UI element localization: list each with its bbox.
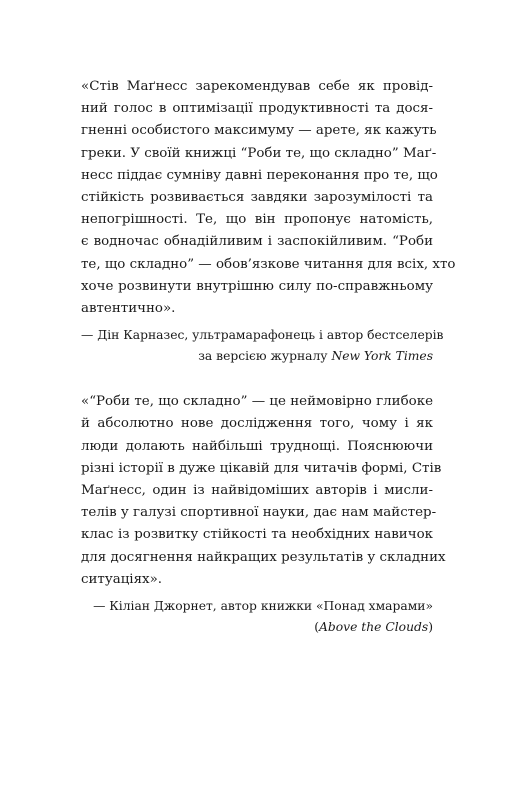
- blurb-attribution: [81, 325, 444, 367]
- blurb-quote: [81, 391, 446, 591]
- quote-line: те, що складно” — обов’язкове читання для всіх, хто: [81, 256, 456, 272]
- attribution-text: (: [314, 620, 319, 635]
- quote-line: автентично».: [81, 301, 176, 317]
- quote-line: непогрішності. Те, що він пропонує натомість,: [81, 212, 433, 228]
- quote-line: несс піддає сумніву давні переконання про те, що: [81, 167, 438, 183]
- blurb-attribution: [81, 596, 433, 638]
- quote-line: люди долають найбільші труднощі. Пояснюючи: [81, 438, 433, 454]
- attribution-line: [81, 346, 433, 367]
- page-content: [81, 76, 456, 638]
- attribution-text: за версією журналу: [198, 349, 332, 364]
- quote-line: стійкість розвивається завдяки зарозумілості та: [81, 190, 433, 206]
- quote-line: для досягнення найкращих результатів у складних: [81, 549, 446, 565]
- book-title: Above the Clouds: [319, 620, 429, 635]
- attribution-text: ): [428, 620, 433, 635]
- quote-line: ний голос в оптимізації продуктивності та дося-: [81, 101, 433, 117]
- attribution-line: [81, 617, 433, 638]
- publication-title: New York Times: [331, 349, 433, 364]
- attribution-line: — Кіліан Джорнет, автор книжки «Понад хмарами»: [93, 599, 433, 614]
- quote-line: телів у галузі спортивної науки, дає нам майстер-: [81, 505, 437, 521]
- quote-line: гненні особистого максимуму — арете, як кажуть: [81, 123, 437, 139]
- attribution-line: — Дін Карназес, ультрамарафонець і автор бестселерів: [81, 328, 444, 343]
- quote-line: ситуаціях».: [81, 571, 163, 587]
- quote-line: різні історії в дуже цікавій для читачів формі, Стів: [81, 460, 442, 476]
- quote-line: Маґнесс, один із найвідоміших авторів і мисли-: [81, 483, 433, 499]
- blurb-dean-karnazes: [81, 76, 456, 367]
- quote-line: «Стів Маґнесс зарекомендував себе як провід-: [81, 79, 433, 94]
- quote-line: й абсолютно нове дослідження того, чому і як: [81, 416, 433, 432]
- blurb-quote: [81, 76, 456, 320]
- quote-line: хоче розвинути внутрішню силу по-справжньому: [81, 278, 433, 294]
- blurb-kilian-jornet: [81, 391, 446, 638]
- quote-line: є водночас обнадійливим і заспокійливим. “Роби: [81, 234, 433, 250]
- quote-line: клас із розвитку стійкості та необхідних навичок: [81, 527, 433, 543]
- quote-line: «“Роби те, що складно” — це неймовірно глибоке: [81, 394, 433, 410]
- quote-line: греки. У своїй книжці “Роби те, що складно” Маґ-: [81, 145, 437, 161]
